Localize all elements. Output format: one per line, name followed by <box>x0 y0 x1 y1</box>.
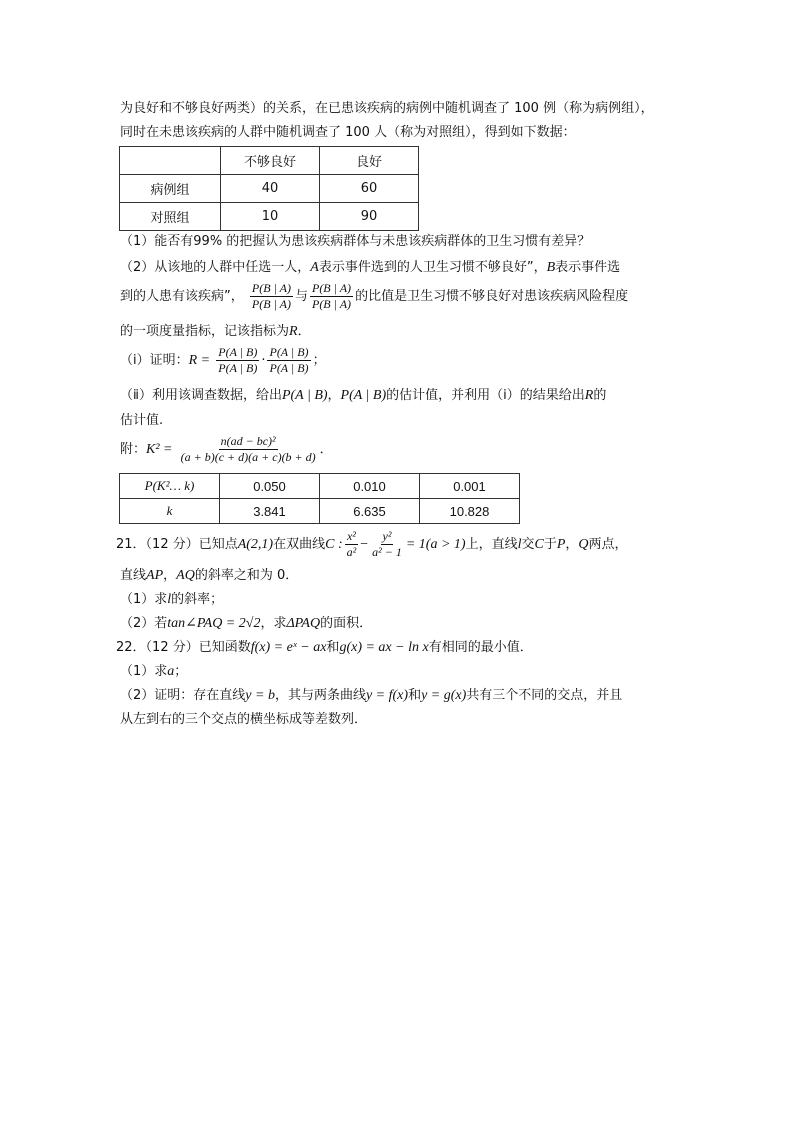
question-22-part-2 <box>120 686 622 706</box>
math-point-A: A(2,1) <box>237 537 274 552</box>
table-cell: 0.001 <box>420 474 520 499</box>
denominator: P(B | A) <box>311 297 352 311</box>
question-2ii-line-2: 估计值. <box>120 413 164 428</box>
question-22-line-last: 从左到右的三个交点的横坐标成等差数列． <box>120 712 368 727</box>
math-B: B <box>546 260 556 275</box>
fraction-4 <box>267 345 310 376</box>
question-2ii-line-1 <box>120 386 606 406</box>
math-fx: f(x) = eˣ − ax <box>250 640 327 655</box>
math-p2: P(A | B) <box>340 388 387 403</box>
text: 21．（12 分）已知点 <box>116 537 238 552</box>
denominator: P(A | B) <box>269 361 309 375</box>
denominator: (a + b)(c + d)(a + c)(b + d) <box>180 450 316 464</box>
question-21-part-1 <box>120 590 223 610</box>
text: 与 <box>294 289 308 304</box>
text: ，求 <box>260 616 287 631</box>
math-l: l <box>167 592 172 607</box>
table-cell: k <box>120 499 220 524</box>
question-2-line-1 <box>120 258 620 278</box>
table-cell: 良好 <box>320 147 419 175</box>
text: ， <box>327 388 341 403</box>
numerator: y² <box>382 529 392 543</box>
math-yg: y = g(x) <box>421 688 467 703</box>
table-cell: 40 <box>221 175 320 203</box>
question-2-line-3 <box>120 322 311 342</box>
text: （2）证明：存在直线 <box>120 688 246 703</box>
text: 的斜率之和为 0． <box>194 568 299 583</box>
text: （ⅱ）利用该调查数据，给出 <box>120 388 282 403</box>
text: 22．（12 分）已知函数 <box>116 640 251 655</box>
fraction-x <box>345 529 359 560</box>
text: 两点， <box>588 537 628 552</box>
text: 的估计值，并利用（ⅰ）的结果给出 <box>386 388 585 403</box>
table-cell: 6.635 <box>320 499 420 524</box>
table-row <box>120 474 520 499</box>
text: 的比值是卫生习惯不够良好对患该疾病风险程度 <box>355 289 629 304</box>
intro-line-1: 为良好和不够良好两类）的关系，在已患该疾病的病例中随机调查了 100 例（称为病例组）， <box>120 101 654 116</box>
numerator: P(B | A) <box>251 281 291 295</box>
math-yb: y = b <box>245 688 275 703</box>
numerator: x² <box>346 529 356 543</box>
text: 的面积． <box>320 616 373 631</box>
text: 附： <box>120 442 147 457</box>
text: ，其与两条曲线 <box>274 688 366 703</box>
fraction-y <box>370 529 404 560</box>
table-cell <box>120 147 221 175</box>
math-A: A <box>310 260 319 275</box>
text: 交 <box>521 537 535 552</box>
text: （ⅰ）证明： <box>120 353 189 368</box>
fraction-k2 <box>179 434 318 465</box>
math-C: C : <box>325 537 343 552</box>
math-tan: tan∠PAQ = 2√2 <box>167 616 261 631</box>
math-R: R <box>584 388 594 403</box>
math-l: l <box>517 537 522 552</box>
math-yf: y = f(x) <box>365 688 409 703</box>
data-table <box>119 146 419 231</box>
text: 于 <box>543 537 557 552</box>
text: 的斜率； <box>171 592 224 607</box>
math-eq: = 1(a > 1) <box>405 537 466 552</box>
table-row <box>120 203 419 231</box>
denominator: a² − 1 <box>372 545 402 559</box>
math-Q: Q <box>578 537 589 552</box>
text: 有相同的最小值． <box>428 640 533 655</box>
table-cell: 10.828 <box>420 499 520 524</box>
table-cell: 90 <box>320 203 419 231</box>
text: （2）若 <box>120 616 168 631</box>
question-21-part-2 <box>120 614 372 634</box>
math-P: P <box>556 537 566 552</box>
text: 和 <box>408 688 422 703</box>
table-cell: 0.050 <box>220 474 320 499</box>
table-cell: P(K²… k) <box>120 474 220 499</box>
text: 表示事件选到的人卫生习惯不够良好”， <box>318 260 547 275</box>
text: ． <box>319 442 333 457</box>
text: 共有三个不同的交点，并且 <box>466 688 623 703</box>
math-p1: P(A | B) <box>281 388 328 403</box>
text: ． <box>297 324 311 339</box>
text: ； <box>174 664 188 679</box>
text: ， <box>565 537 579 552</box>
table-row <box>120 175 419 203</box>
question-21-line-1 <box>116 528 628 562</box>
table-row <box>120 499 520 524</box>
text: ； <box>312 353 326 368</box>
table-header-row <box>120 147 419 175</box>
math-AP: AP <box>146 568 164 583</box>
text: 和 <box>326 640 340 655</box>
math-AQ: AQ <box>176 568 195 583</box>
fraction-3 <box>216 345 259 376</box>
table-cell: 10 <box>221 203 320 231</box>
math-gx: g(x) = ax − ln x <box>339 640 429 655</box>
text: 直线 <box>120 568 147 583</box>
table-cell: 病例组 <box>120 175 221 203</box>
intro-line-2: 同时在未患该疾病的人群中随机调查了 100 人（称为对照组），得到如下数据： <box>120 125 576 140</box>
text: （1）求 <box>120 664 168 679</box>
appendix-formula <box>120 432 333 468</box>
numerator: n(ad − bc)² <box>220 434 276 448</box>
text: 的一项度量指标，记该指标为 <box>120 324 290 339</box>
question-2-line-2 <box>120 280 628 314</box>
text: 表示事件选 <box>555 260 621 275</box>
math-k2: K² = <box>146 442 173 457</box>
math-lhs: R = <box>188 353 211 368</box>
text: 上，直线 <box>465 537 518 552</box>
numerator: P(A | B) <box>218 345 258 359</box>
question-22-line-1 <box>116 638 533 658</box>
text: · <box>261 353 266 368</box>
denominator: P(B | A) <box>251 297 291 311</box>
math-C: C <box>534 537 544 552</box>
fraction-2 <box>310 281 353 312</box>
text: ， <box>163 568 177 583</box>
text: 在双曲线 <box>273 537 326 552</box>
denominator: P(A | B) <box>218 361 258 375</box>
fraction-1 <box>250 281 293 312</box>
question-1: （1）能否有99% 的把握认为患该疾病群体与未患该疾病群体的卫生习惯有差异？ <box>120 234 591 249</box>
denominator: a² <box>346 545 357 559</box>
text: 的 <box>593 388 607 403</box>
math-R: R <box>289 324 298 339</box>
numerator: P(B | A) <box>311 281 352 295</box>
table-cell: 0.010 <box>320 474 420 499</box>
table-cell: 60 <box>320 175 419 203</box>
proof-line <box>120 344 326 378</box>
numerator: P(A | B) <box>269 345 309 359</box>
text: （2）从该地的人群中任选一人， <box>120 260 311 275</box>
table-cell: 3.841 <box>220 499 320 524</box>
math-minus: − <box>360 537 369 552</box>
table-cell: 不够良好 <box>221 147 320 175</box>
text: 到的人患有该疾病”， <box>120 289 244 304</box>
table-cell: 对照组 <box>120 203 221 231</box>
math-a: a <box>167 664 175 679</box>
math-triangle: ΔPAQ <box>286 616 321 631</box>
question-22-part-1 <box>120 662 187 682</box>
question-21-line-2 <box>120 566 298 586</box>
text: （1）求 <box>120 592 168 607</box>
critical-value-table <box>119 473 520 524</box>
